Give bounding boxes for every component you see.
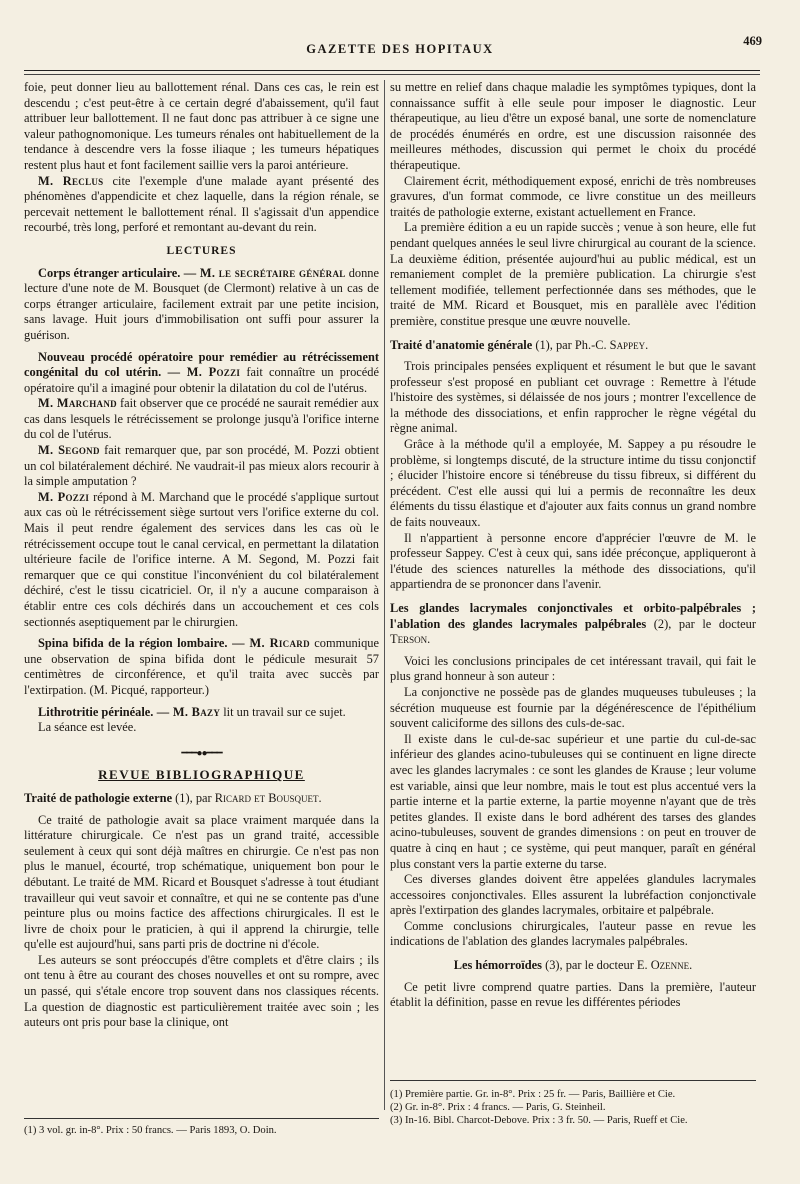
paragraph: La conjonctive ne possède pas de glandes muqueuses tubuleuses ; la sécrétion muqueuse est fournie par la dégénérescence de l'épithélium souvent caliciforme des sillons des culs-de-sac. [390, 684, 756, 731]
book-heading [390, 601, 756, 648]
paragraph: foie, peut donner lieu au ballottement rénal. Dans ces cas, le rein est descendu ; c'est peut-être à ce certain degré d'abaissement, qu'il faut attribuer leur ballottement. Il ne faut donc pas attribuer à ce signe une valeur pathognomonique. Les tumeurs rénales ont habituellement de la tendance à descendre vers la fosse iliaque ; les tumeurs hépatiques restent plus haut et font facilement saillie vers la paroi antérieure. [24, 80, 379, 172]
footnotes-right [390, 1088, 756, 1127]
paragraph: Voici les conclusions principales de cet intéressant travail, qui fait le plus grand honneur à son auteur : [390, 653, 756, 684]
paragraph: Il n'appartient à personne encore d'apprécier l'œuvre de M. le professeur Sappey. C'est à ceux qui, sans idée préconçue, appliqueront à l'étude des sciences naturelles la méthode des dissociations, qu'il appartiendra de se prononcer dans l'avenir. [390, 530, 756, 592]
page-header [0, 34, 800, 58]
paragraph [24, 705, 379, 721]
section-heading-lectures: LECTURES [166, 244, 237, 257]
footnote: (3) In-16. Bibl. Charcot-Debove. Prix : 3 fr. 50. — Paris, Rueff et Cie. [390, 1115, 688, 1126]
item-heading: Nouveau procédé opératoire pour remédier au rétrécissement congénital du col utérin. [24, 349, 379, 380]
speaker-name: — M. Bazy [153, 704, 221, 719]
paragraph [24, 490, 379, 630]
header-rule [24, 70, 760, 71]
book-title: Traité de pathologie externe [24, 790, 173, 805]
paragraph-text: donne lecture d'une note de M. Bousquet (de Clermont) relative à un cas de corps étranger articulaire, facilement extrait par une petite incision, sans lavage. Huit jours d'immobilisation ont suffi pour assurer la guérison. [24, 265, 379, 342]
paragraph-text: cite l'exemple d'une malade ayant présenté des phénomènes d'appendicite et chez laquelle, dans la région rénale, se percevait nettement le ballottement rénal. Il s'agissait d'un appendice recourbé, très long, perforé et remontant au-devant du rein. [24, 173, 379, 235]
paragraph-text: fait remarquer que, par son procédé, M. Pozzi obtient un col bilatéralement déchiré. Ne vaudrait-il pas mieux alors recourir à la simple amputation ? [24, 443, 380, 489]
book-title: Les glandes lacrymales conjonctivales et orbito-palpébrales ; l'ablation des glandes lacrymales palpébrales [390, 601, 756, 631]
book-note: (3), par le docteur E. [541, 958, 651, 973]
footnote-rule [24, 1118, 379, 1119]
paragraph: Grâce à la méthode qu'il a employée, M. Sappey a pu résoudre le problème, si longtemps discuté, de la structure intime du tissu conjonctif ; élucider l'histoire encore si ténébreuse du tissu fibreux, si différent du précédent. C'est elle aussi qui lui a permis de reconnaître les deux éléments du tissu élastique et d'ajouter aux faits connus un grand nombre de faits nouveaux. [390, 437, 756, 530]
book-note: (2), par le docteur [646, 616, 757, 631]
speaker-name: M. Segond [38, 443, 100, 458]
book-note: (1), par Ph.-C. [532, 337, 610, 352]
paragraph: La séance est levée. [38, 720, 137, 735]
book-author: Terson. [390, 632, 431, 647]
header-rule-thin [24, 74, 760, 75]
footnote: (1) Première partie. Gr. in-8°. Prix : 25 fr. — Paris, Baillière et Cie. [390, 1089, 676, 1100]
footnotes-left [24, 1124, 379, 1137]
paragraph: Ce petit livre comprend quatre parties. Dans la première, l'auteur établit la définition, passe en revue les différentes périodes [390, 979, 756, 1010]
paragraph: La première édition a eu un rapide succès ; venue à son heure, elle fut pendant quelques années le seul livre chirurgical au courant de la science. La deuxième édition, présentée aujourd'hui au public médical, est un remaniement complet de la première publication. La chirurgie s'est tellement modifiée, tellement perfectionnée dans ses méthodes, que le traité de MM. Ricard et Bousquet, mis en parallèle avec l'édition première, constitue presque une œuvre nouvelle. [390, 220, 756, 328]
paragraph: Ce traité de pathologie avait sa place vraiment marquée dans la littérature chirurgicale. Ce n'est pas un grand traité, accessible seulement à ceux qui sont déjà maîtres en chirurgie. Ce n'est pas non plus le manuel, écourté, trop schématique, uniquement bon pour le débutant. Le traité de MM. Ricard et Bousquet s'adresse à tout étudiant travailleur qui veut savoir et connaître, et qui ne se contente pas d'une peinture plus ou moins factice des affections chirurgicales. Il est le livre de choix pour le praticien, à qui il apprend la chirurgie, telle qu'elle est aujourd'hui, sans parti pris de doctrine ni d'école. [24, 812, 379, 952]
paragraph-text: communique une observation de spina bifida dont le pédicule mesurait 57 centimètres de circonférence, et qu'il traita avec succès par l'extirpation. (M. Picqué, rapporteur.) [24, 636, 379, 697]
paragraph-text: lit un travail sur ce sujet. [220, 704, 346, 719]
paragraph: Comme conclusions chirurgicales, l'auteur passe en revue les indications de l'ablation des glandes lacrymales palpébrales. [390, 918, 756, 949]
footnote: (1) 3 vol. gr. in-8°. Prix : 50 francs. — Paris 1893, O. Doin. [24, 1125, 277, 1136]
journal-title: GAZETTE DES HOPITAUX [306, 42, 494, 56]
paragraph [24, 443, 379, 490]
section-heading-revue: REVUE BIBLIOGRAPHIQUE [98, 767, 305, 783]
speaker-name: M. Reclus [38, 173, 104, 188]
speaker-name: — M. Ricard [227, 636, 310, 651]
paragraph [24, 174, 379, 236]
paragraph: su mettre en relief dans chaque maladie les symptômes typiques, dont la connaissance suffit à elle seule pour imposer le diagnostic. Leur thérapeutique, au lieu d'être un exposé banal, une sorte de nomenclature de procédés énumérés en ordre, est une discussion raisonnée des meilleures méthodes, discussion qui permet le choix du procédé thérapeutique. [390, 80, 756, 172]
book-title: Les hémorroïdes [453, 958, 542, 973]
book-heading [24, 791, 379, 807]
speaker-name: — M. Pozzi [161, 365, 241, 380]
footnote: (2) Gr. in-8°. Prix : 4 francs. — Paris, G. Steinheil. [390, 1102, 606, 1113]
paragraph: Trois principales pensées expliquent et résument le but que le savant professeur s'est proposé en publiant cet ouvrage : Remettre à l'étude l'histoire des systèmes, si délaissée de nos jours ; montrer l'excellence de la méthode des dissociations, et enfin rapprocher le règne végétal du règne animal. [390, 359, 756, 436]
paragraph: Clairement écrit, méthodiquement exposé, enrichi de très nombreuses gravures, d'un format commode, ce livre constitue un des meilleurs traités de pathologie externe, existant actuellement en France. [390, 173, 756, 219]
paragraph [24, 266, 379, 344]
item-heading: Corps étranger articulaire. [38, 265, 181, 280]
paragraph: Ces diverses glandes doivent être appelées glandules lacrymales accessoires conjonctivales. Elles assurent la lubréfaction conjonctivale après l'extirpation des glandes lacrymales, orbitaire et palpébrale. [390, 872, 756, 918]
page-number: 469 [743, 34, 762, 48]
item-heading: Lithrotritie périnéale. [38, 704, 154, 719]
column-divider [384, 80, 385, 1110]
paragraph-text: fait observer que ce procédé ne saurait remédier aux cas dans lesquels le rétrécissement se prolonge jusqu'à l'orifice interne du col de l'utérus. [24, 396, 379, 442]
paragraph [24, 636, 379, 698]
paragraph: Il existe dans le cul-de-sac supérieur et une partie du cul-de-sac inférieur des glandes acino-tubuleuses qui se continuent en ligne directe avec les glandes lacrymales : ce sont les glandes de Krause ; leur volume est variable, ainsi que leur nombre, mais le tout est plus accentué vers la partie interne et la partie externe, la partie moyenne n'ayant que de très petites glandes. Il existe dans le bord adhérent des tarses des glandes acino-tubuleuses, souvent de grandes dimensions : on peut en trouver de quatre à cinq en haut ; ce système, qui peut manquer, paraît en général plus constant vers la partie externe du tarse. [390, 731, 756, 871]
footnote-rule [390, 1080, 756, 1081]
paragraph: Les auteurs se sont préoccupés d'être complets et d'être clairs ; ils ont tenu à être au courant des choses nouvelles et ont su rompre, avec un passé, qui s'étale encore trop souvent dans nos classiques récents. La question de diagnostic est particulièrement traitée avec soin ; les auteurs ont pris pour base la clinique, ont [24, 952, 379, 1030]
paragraph [24, 396, 379, 443]
section-ornament: ━━━●●━━━ [181, 747, 222, 759]
speaker-name: — M. le secrétaire général [180, 265, 346, 280]
book-heading [390, 958, 756, 974]
left-column [24, 80, 379, 1031]
book-author: Sappey. [609, 337, 649, 352]
paragraph-text: fait connaître un procédé opératoire qu'il a imaginé pour obtenir la dilatation du col de l'utérus. [24, 365, 379, 395]
item-heading: Spina bifida de la région lombaire. [38, 636, 228, 651]
book-author: Ozenne. [650, 958, 693, 973]
book-note: (1), par [172, 790, 215, 805]
speaker-name: M. Pozzi [38, 489, 90, 504]
book-heading [390, 338, 756, 354]
paragraph [24, 350, 379, 397]
speaker-name: M. Marchand [38, 396, 117, 411]
book-title: Traité d'anatomie générale [390, 337, 533, 352]
book-author: Ricard et Bousquet. [214, 790, 322, 805]
paragraph-text: répond à M. Marchand que le procédé s'applique surtout aux cas où le rétrécissement siège surtout vers l'orifice externe du col. Mais il peut rendre également des services dans les cas où le rétrécissement occupe tout le canal cervical, en permettant la dilatation ultérieure facile de l'orifice interne. A M. Segond, M. Pozzi fait remarquer que ce qui constitue l'inconvénient du col bilatéralement déchiré, c'est le tissu cicatriciel. Or, il n'y a aucune comparaison à établir entre ces cols déchirés dans un accouchement et ces cols sectionnés aseptiquement par le chirurgien. [24, 489, 379, 629]
right-column [390, 80, 756, 1011]
